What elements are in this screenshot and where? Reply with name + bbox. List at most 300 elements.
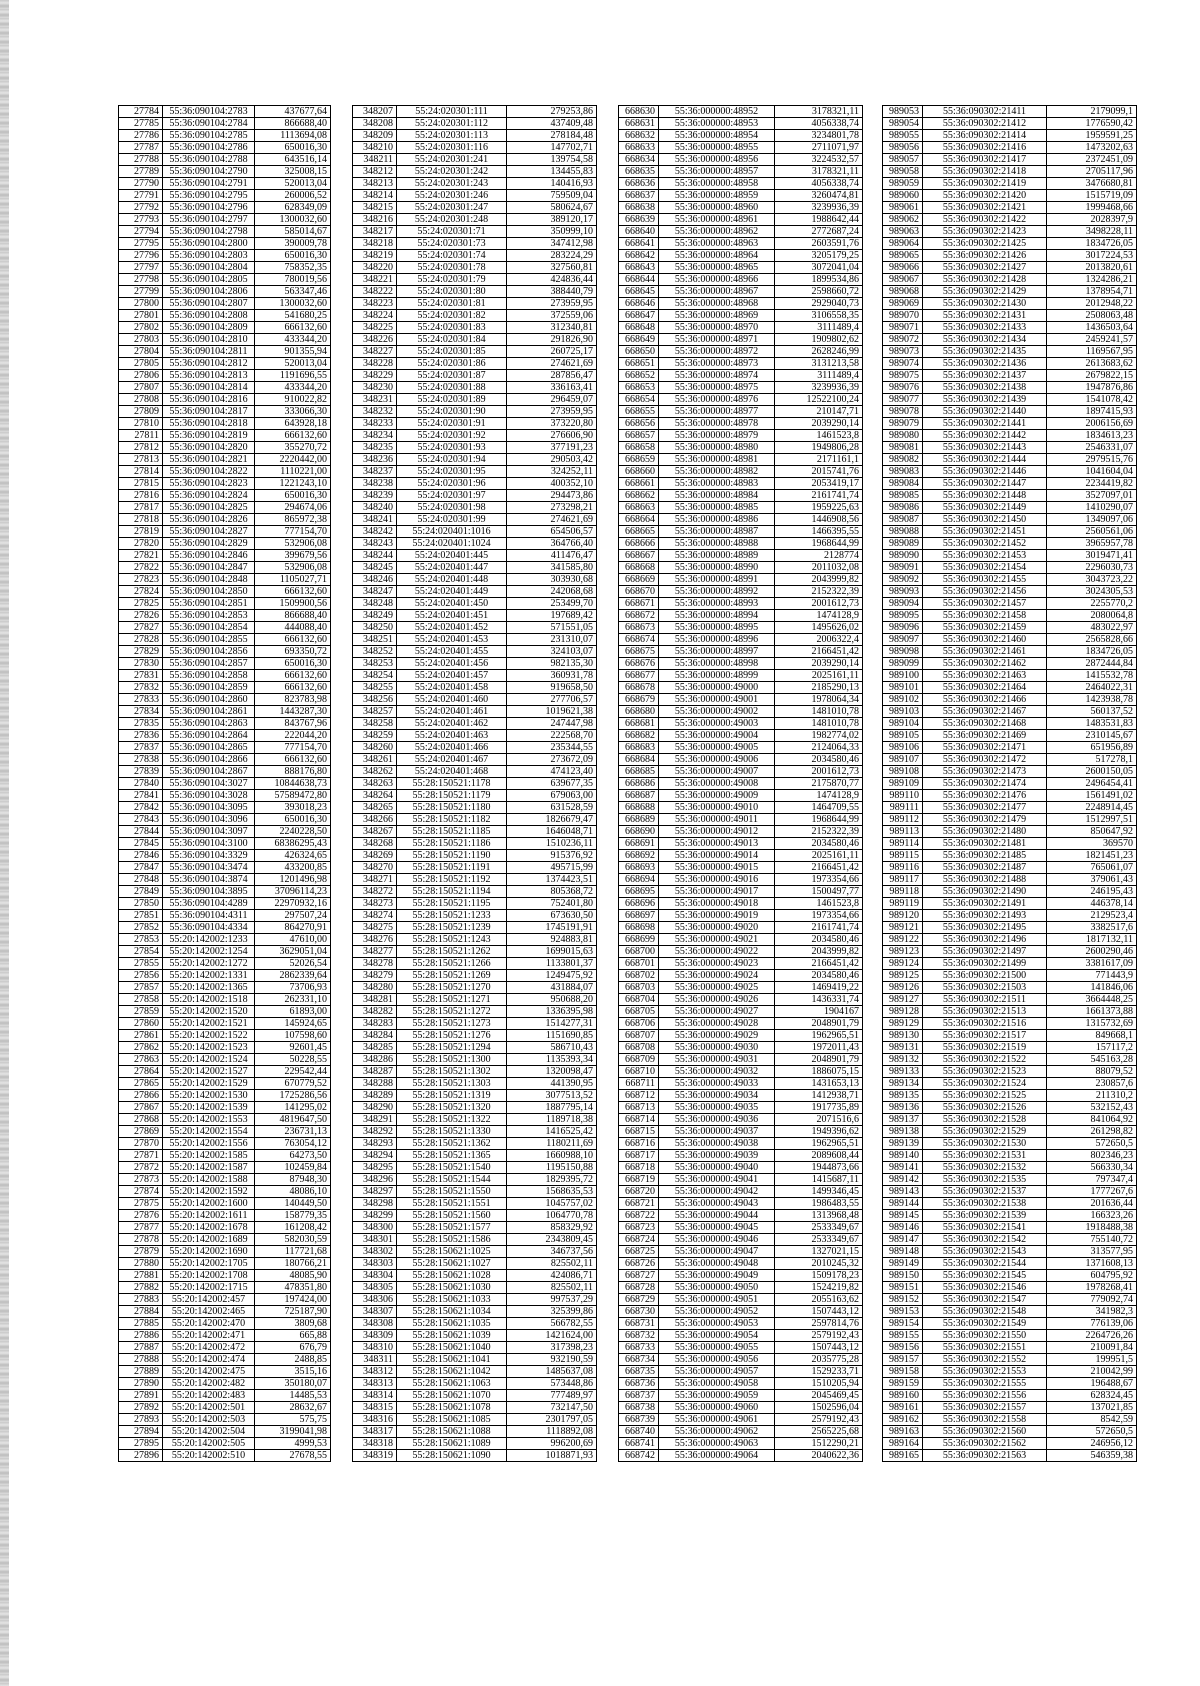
row-number-cell: 989158 bbox=[883, 1366, 923, 1378]
row-number-cell: 348221 bbox=[353, 274, 397, 286]
table-row bbox=[883, 418, 1137, 430]
cadastral-number-cell: 55:36:000000:48984 bbox=[659, 490, 775, 502]
cadastral-number-cell: 55:36:000000:49019 bbox=[659, 910, 775, 922]
table-row bbox=[619, 370, 863, 382]
row-number-cell: 668703 bbox=[619, 982, 659, 994]
cadastral-value-cell: 303930,68 bbox=[507, 574, 597, 586]
table-row bbox=[619, 862, 863, 874]
cadastral-value-cell: 3381617,09 bbox=[1047, 958, 1137, 970]
cadastral-value-cell: 117721,68 bbox=[255, 1246, 331, 1258]
cadastral-value-cell: 693350,72 bbox=[255, 646, 331, 658]
cadastral-number-cell: 55:36:090302:21503 bbox=[923, 982, 1047, 994]
row-number-cell: 668667 bbox=[619, 550, 659, 562]
cadastral-number-cell: 55:36:000000:49041 bbox=[659, 1174, 775, 1186]
cadastral-value-cell: 805368,72 bbox=[507, 886, 597, 898]
table-row bbox=[883, 1282, 1137, 1294]
cadastral-number-cell: 55:36:090302:21434 bbox=[923, 334, 1047, 346]
cadastral-value-cell: 763054,12 bbox=[255, 1138, 331, 1150]
table-row bbox=[883, 958, 1137, 970]
cadastral-value-cell: 996200,69 bbox=[507, 1438, 597, 1450]
cadastral-number-cell: 55:36:090302:21439 bbox=[923, 394, 1047, 406]
cadastral-number-cell: 55:36:090302:21455 bbox=[923, 574, 1047, 586]
row-number-cell: 668646 bbox=[619, 298, 659, 310]
table-row bbox=[353, 1390, 597, 1402]
cadastral-number-cell: 55:36:000000:49004 bbox=[659, 730, 775, 742]
row-number-cell: 27869 bbox=[119, 1126, 163, 1138]
table-row bbox=[883, 1018, 1137, 1030]
cadastral-value-cell: 1378954,71 bbox=[1047, 286, 1137, 298]
cadastral-value-cell: 1909802,62 bbox=[775, 334, 863, 346]
cadastral-value-cell: 3224532,57 bbox=[775, 154, 863, 166]
cadastral-number-cell: 55:20:142002:474 bbox=[163, 1354, 255, 1366]
cadastral-value-cell: 2862339,64 bbox=[255, 970, 331, 982]
cadastral-value-cell: 2255770,2 bbox=[1047, 598, 1137, 610]
table-row bbox=[883, 502, 1137, 514]
cadastral-value-cell: 1436503,64 bbox=[1047, 322, 1137, 334]
row-number-cell: 989064 bbox=[883, 238, 923, 250]
table-row bbox=[119, 1030, 331, 1042]
table-row bbox=[353, 1294, 597, 1306]
row-number-cell: 668742 bbox=[619, 1450, 659, 1462]
table-row bbox=[119, 1330, 331, 1342]
cadastral-number-cell: 55:24:020301:83 bbox=[397, 322, 507, 334]
table-row bbox=[353, 478, 597, 490]
table-row bbox=[353, 718, 597, 730]
cadastral-number-cell: 55:36:090302:21560 bbox=[923, 1426, 1047, 1438]
cadastral-value-cell: 901355,94 bbox=[255, 346, 331, 358]
cadastral-value-cell: 650016,30 bbox=[255, 814, 331, 826]
cadastral-value-cell: 2152322,39 bbox=[775, 586, 863, 598]
row-number-cell: 348213 bbox=[353, 178, 397, 190]
table-row bbox=[119, 1306, 331, 1318]
table-row bbox=[119, 1042, 331, 1054]
row-number-cell: 668655 bbox=[619, 406, 659, 418]
row-number-cell: 27854 bbox=[119, 946, 163, 958]
row-number-cell: 668740 bbox=[619, 1426, 659, 1438]
cadastral-value-cell: 2872444,84 bbox=[1047, 658, 1137, 670]
cadastral-number-cell: 55:36:090104:2806 bbox=[163, 286, 255, 298]
table-row bbox=[883, 334, 1137, 346]
cadastral-number-cell: 55:28:150621:1030 bbox=[397, 1282, 507, 1294]
row-number-cell: 989155 bbox=[883, 1330, 923, 1342]
cadastral-value-cell: 48086,10 bbox=[255, 1186, 331, 1198]
table-row bbox=[353, 550, 597, 562]
row-number-cell: 27801 bbox=[119, 310, 163, 322]
table-row bbox=[883, 1270, 1137, 1282]
cadastral-value-cell: 1118892,08 bbox=[507, 1426, 597, 1438]
cadastral-number-cell: 55:28:150521:1560 bbox=[397, 1210, 507, 1222]
table-row bbox=[883, 694, 1137, 706]
table-row bbox=[619, 718, 863, 730]
table-row bbox=[883, 1366, 1137, 1378]
cadastral-value-cell: 560137,52 bbox=[1047, 706, 1137, 718]
cadastral-value-cell: 666132,60 bbox=[255, 634, 331, 646]
cadastral-number-cell: 55:24:020401:462 bbox=[397, 718, 507, 730]
cadastral-value-cell: 2025161,11 bbox=[775, 850, 863, 862]
cadastral-number-cell: 55:36:090104:2822 bbox=[163, 466, 255, 478]
cadastral-value-cell: 1514277,31 bbox=[507, 1018, 597, 1030]
row-number-cell: 989153 bbox=[883, 1306, 923, 1318]
row-number-cell: 27784 bbox=[119, 106, 163, 118]
cadastral-value-cell: 273959,95 bbox=[507, 406, 597, 418]
cadastral-value-cell: 2248914,45 bbox=[1047, 802, 1137, 814]
table-row bbox=[883, 514, 1137, 526]
row-number-cell: 668668 bbox=[619, 562, 659, 574]
cadastral-value-cell: 2603591,76 bbox=[775, 238, 863, 250]
cadastral-value-cell: 777154,70 bbox=[255, 526, 331, 538]
row-number-cell: 989085 bbox=[883, 490, 923, 502]
table-row bbox=[119, 634, 331, 646]
cadastral-number-cell: 55:20:142002:475 bbox=[163, 1366, 255, 1378]
row-number-cell: 668648 bbox=[619, 322, 659, 334]
row-number-cell: 668690 bbox=[619, 826, 659, 838]
cadastral-value-cell: 14485,53 bbox=[255, 1390, 331, 1402]
cadastral-number-cell: 55:36:090302:21525 bbox=[923, 1090, 1047, 1102]
cadastral-value-cell: 566782,55 bbox=[507, 1318, 597, 1330]
cadastral-value-cell: 57589472,80 bbox=[255, 790, 331, 802]
row-number-cell: 989099 bbox=[883, 658, 923, 670]
table-row bbox=[883, 874, 1137, 886]
cadastral-value-cell: 643928,18 bbox=[255, 418, 331, 430]
cadastral-value-cell: 279253,86 bbox=[507, 106, 597, 118]
table-row bbox=[353, 922, 597, 934]
row-number-cell: 27804 bbox=[119, 346, 163, 358]
cadastral-number-cell: 55:28:150521:1362 bbox=[397, 1138, 507, 1150]
table-row bbox=[353, 214, 597, 226]
cadastral-number-cell: 55:36:000000:49034 bbox=[659, 1090, 775, 1102]
table-row bbox=[619, 118, 863, 130]
cadastral-number-cell: 55:36:000000:49028 bbox=[659, 1018, 775, 1030]
table-row bbox=[619, 682, 863, 694]
table-row bbox=[119, 454, 331, 466]
table-row bbox=[119, 298, 331, 310]
table-row bbox=[883, 778, 1137, 790]
table-row bbox=[119, 1270, 331, 1282]
table-row bbox=[353, 1282, 597, 1294]
row-number-cell: 989113 bbox=[883, 826, 923, 838]
cadastral-number-cell: 55:36:090302:21499 bbox=[923, 958, 1047, 970]
cadastral-number-cell: 55:36:090104:2848 bbox=[163, 574, 255, 586]
row-number-cell: 27817 bbox=[119, 502, 163, 514]
row-number-cell: 27872 bbox=[119, 1162, 163, 1174]
cadastral-number-cell: 55:36:000000:48993 bbox=[659, 598, 775, 610]
cadastral-value-cell: 520013,04 bbox=[255, 178, 331, 190]
cadastral-number-cell: 55:36:090302:21419 bbox=[923, 178, 1047, 190]
cadastral-value-cell: 1510205,94 bbox=[775, 1378, 863, 1390]
row-number-cell: 27805 bbox=[119, 358, 163, 370]
table-row bbox=[883, 466, 1137, 478]
row-number-cell: 668714 bbox=[619, 1114, 659, 1126]
cadastral-value-cell: 3019471,41 bbox=[1047, 550, 1137, 562]
row-number-cell: 668669 bbox=[619, 574, 659, 586]
row-number-cell: 348231 bbox=[353, 394, 397, 406]
cadastral-number-cell: 55:36:000000:49020 bbox=[659, 922, 775, 934]
cadastral-value-cell: 864270,91 bbox=[255, 922, 331, 934]
row-number-cell: 989147 bbox=[883, 1234, 923, 1246]
cadastral-value-cell: 2010245,32 bbox=[775, 1258, 863, 1270]
table-row bbox=[883, 358, 1137, 370]
cadastral-value-cell: 1474128,9 bbox=[775, 790, 863, 802]
row-number-cell: 348296 bbox=[353, 1174, 397, 1186]
cadastral-number-cell: 55:24:020301:243 bbox=[397, 178, 507, 190]
row-number-cell: 27851 bbox=[119, 910, 163, 922]
cadastral-number-cell: 55:24:020301:246 bbox=[397, 190, 507, 202]
cadastral-value-cell: 771443,9 bbox=[1047, 970, 1137, 982]
row-number-cell: 989124 bbox=[883, 958, 923, 970]
cadastral-number-cell: 55:36:090302:21555 bbox=[923, 1378, 1047, 1390]
cadastral-number-cell: 55:36:090302:21440 bbox=[923, 406, 1047, 418]
row-number-cell: 989139 bbox=[883, 1138, 923, 1150]
row-number-cell: 27881 bbox=[119, 1270, 163, 1282]
cadastral-number-cell: 55:20:142002:1690 bbox=[163, 1246, 255, 1258]
cadastral-value-cell: 2579192,43 bbox=[775, 1414, 863, 1426]
row-number-cell: 989065 bbox=[883, 250, 923, 262]
cadastral-number-cell: 55:36:000000:49014 bbox=[659, 850, 775, 862]
table-row bbox=[883, 1114, 1137, 1126]
cadastral-value-cell: 260725,17 bbox=[507, 346, 597, 358]
table-row bbox=[119, 1102, 331, 1114]
cadastral-value-cell: 134455,83 bbox=[507, 166, 597, 178]
table-row bbox=[353, 574, 597, 586]
cadastral-value-cell: 247447,98 bbox=[507, 718, 597, 730]
row-number-cell: 27789 bbox=[119, 166, 163, 178]
cadastral-number-cell: 55:36:090302:21469 bbox=[923, 730, 1047, 742]
table-row bbox=[119, 586, 331, 598]
row-number-cell: 668650 bbox=[619, 346, 659, 358]
cadastral-number-cell: 55:36:090302:21441 bbox=[923, 418, 1047, 430]
table-row bbox=[353, 202, 597, 214]
cadastral-value-cell: 1481010,78 bbox=[775, 706, 863, 718]
row-number-cell: 27848 bbox=[119, 874, 163, 886]
cadastral-value-cell: 2496454,41 bbox=[1047, 778, 1137, 790]
cadastral-value-cell: 364766,40 bbox=[507, 538, 597, 550]
row-number-cell: 27840 bbox=[119, 778, 163, 790]
cadastral-value-cell: 336163,41 bbox=[507, 382, 597, 394]
cadastral-number-cell: 55:28:150521:1272 bbox=[397, 1006, 507, 1018]
table-row bbox=[619, 1174, 863, 1186]
cadastral-number-cell: 55:36:000000:48981 bbox=[659, 454, 775, 466]
row-number-cell: 348317 bbox=[353, 1426, 397, 1438]
cadastral-number-cell: 55:36:090104:2817 bbox=[163, 406, 255, 418]
cadastral-number-cell: 55:24:020301:248 bbox=[397, 214, 507, 226]
cadastral-number-cell: 55:28:150521:1185 bbox=[397, 826, 507, 838]
table-row bbox=[619, 1294, 863, 1306]
cadastral-number-cell: 55:20:142002:1600 bbox=[163, 1198, 255, 1210]
table-row bbox=[619, 130, 863, 142]
cadastral-value-cell: 1777267,6 bbox=[1047, 1186, 1137, 1198]
table-row bbox=[353, 118, 597, 130]
table-row bbox=[619, 730, 863, 742]
table-row bbox=[883, 922, 1137, 934]
cadastral-number-cell: 55:20:142002:1520 bbox=[163, 1006, 255, 1018]
table-row bbox=[619, 286, 863, 298]
cadastral-number-cell: 55:24:020301:86 bbox=[397, 358, 507, 370]
table-row bbox=[619, 754, 863, 766]
cadastral-number-cell: 55:36:000000:48962 bbox=[659, 226, 775, 238]
row-number-cell: 27891 bbox=[119, 1390, 163, 1402]
table-row bbox=[883, 646, 1137, 658]
cadastral-value-cell: 3527097,01 bbox=[1047, 490, 1137, 502]
cadastral-number-cell: 55:20:142002:482 bbox=[163, 1378, 255, 1390]
cadastral-value-cell: 2129523,4 bbox=[1047, 910, 1137, 922]
table-row bbox=[119, 406, 331, 418]
row-number-cell: 27822 bbox=[119, 562, 163, 574]
table-row bbox=[619, 202, 863, 214]
table-row bbox=[619, 766, 863, 778]
table-row bbox=[353, 778, 597, 790]
cadastral-value-cell: 229542,44 bbox=[255, 1066, 331, 1078]
row-number-cell: 989088 bbox=[883, 526, 923, 538]
table-row bbox=[119, 598, 331, 610]
row-number-cell: 348226 bbox=[353, 334, 397, 346]
cadastral-value-cell: 261298,82 bbox=[1047, 1126, 1137, 1138]
row-number-cell: 668720 bbox=[619, 1186, 659, 1198]
row-number-cell: 348310 bbox=[353, 1342, 397, 1354]
cadastral-value-cell: 1464709,55 bbox=[775, 802, 863, 814]
cadastral-value-cell: 8542,59 bbox=[1047, 1414, 1137, 1426]
table-row bbox=[883, 562, 1137, 574]
table-row bbox=[119, 1438, 331, 1450]
row-number-cell: 27890 bbox=[119, 1378, 163, 1390]
row-number-cell: 27828 bbox=[119, 634, 163, 646]
cadastral-number-cell: 55:36:090104:2855 bbox=[163, 634, 255, 646]
table-row bbox=[353, 442, 597, 454]
table-row bbox=[619, 886, 863, 898]
cadastral-number-cell: 55:36:000000:49035 bbox=[659, 1102, 775, 1114]
cadastral-value-cell: 758352,35 bbox=[255, 262, 331, 274]
row-number-cell: 27798 bbox=[119, 274, 163, 286]
table-row bbox=[883, 1258, 1137, 1270]
row-number-cell: 27808 bbox=[119, 394, 163, 406]
cadastral-number-cell: 55:36:090302:21476 bbox=[923, 790, 1047, 802]
cadastral-number-cell: 55:36:090302:21497 bbox=[923, 946, 1047, 958]
row-number-cell: 668741 bbox=[619, 1438, 659, 1450]
table-row bbox=[619, 814, 863, 826]
table-row bbox=[883, 586, 1137, 598]
table-row bbox=[883, 574, 1137, 586]
row-number-cell: 348210 bbox=[353, 142, 397, 154]
row-number-cell: 668704 bbox=[619, 994, 659, 1006]
row-number-cell: 668688 bbox=[619, 802, 659, 814]
table-row bbox=[619, 334, 863, 346]
table-row bbox=[619, 346, 863, 358]
row-number-cell: 348271 bbox=[353, 874, 397, 886]
cadastral-number-cell: 55:36:090302:21491 bbox=[923, 898, 1047, 910]
cadastral-value-cell: 2034580,46 bbox=[775, 934, 863, 946]
cadastral-number-cell: 55:20:142002:1530 bbox=[163, 1090, 255, 1102]
cadastral-value-cell: 1917735,89 bbox=[775, 1102, 863, 1114]
row-number-cell: 27849 bbox=[119, 886, 163, 898]
table-row bbox=[119, 850, 331, 862]
cadastral-number-cell: 55:36:090302:21481 bbox=[923, 838, 1047, 850]
table-row bbox=[883, 442, 1137, 454]
row-number-cell: 348315 bbox=[353, 1402, 397, 1414]
row-number-cell: 989089 bbox=[883, 538, 923, 550]
cadastral-number-cell: 55:36:090104:3895 bbox=[163, 886, 255, 898]
cadastral-value-cell: 50228,55 bbox=[255, 1054, 331, 1066]
cadastral-value-cell: 10844638,73 bbox=[255, 778, 331, 790]
table-row bbox=[619, 466, 863, 478]
cadastral-number-cell: 55:20:142002:1272 bbox=[163, 958, 255, 970]
row-number-cell: 348251 bbox=[353, 634, 397, 646]
cadastral-number-cell: 55:24:020301:80 bbox=[397, 286, 507, 298]
cadastral-number-cell: 55:24:020401:461 bbox=[397, 706, 507, 718]
cadastral-number-cell: 55:36:090104:3100 bbox=[163, 838, 255, 850]
row-number-cell: 27795 bbox=[119, 238, 163, 250]
cadastral-value-cell: 3664448,25 bbox=[1047, 994, 1137, 1006]
cadastral-number-cell: 55:36:000000:49053 bbox=[659, 1318, 775, 1330]
table-row bbox=[619, 634, 863, 646]
row-number-cell: 989145 bbox=[883, 1210, 923, 1222]
cadastral-number-cell: 55:24:020401:449 bbox=[397, 586, 507, 598]
cadastral-value-cell: 327560,81 bbox=[507, 262, 597, 274]
cadastral-number-cell: 55:36:090302:21462 bbox=[923, 658, 1047, 670]
row-number-cell: 668634 bbox=[619, 154, 659, 166]
row-number-cell: 668697 bbox=[619, 910, 659, 922]
cadastral-number-cell: 55:36:090302:21426 bbox=[923, 250, 1047, 262]
cadastral-value-cell: 1646048,71 bbox=[507, 826, 597, 838]
cadastral-value-cell: 1944873,66 bbox=[775, 1162, 863, 1174]
table-row bbox=[883, 1198, 1137, 1210]
cadastral-number-cell: 55:24:020401:1024 bbox=[397, 538, 507, 550]
cadastral-number-cell: 55:36:090302:21529 bbox=[923, 1126, 1047, 1138]
table-row bbox=[619, 142, 863, 154]
table-row bbox=[619, 610, 863, 622]
row-number-cell: 27832 bbox=[119, 682, 163, 694]
cadastral-value-cell: 2613683,62 bbox=[1047, 358, 1137, 370]
cadastral-number-cell: 55:24:020401:466 bbox=[397, 742, 507, 754]
cadastral-value-cell: 2488,85 bbox=[255, 1354, 331, 1366]
table-row bbox=[119, 1138, 331, 1150]
table-row bbox=[883, 1090, 1137, 1102]
cadastral-number-cell: 55:36:090302:21450 bbox=[923, 514, 1047, 526]
table-row bbox=[353, 598, 597, 610]
row-number-cell: 668705 bbox=[619, 1006, 659, 1018]
row-number-cell: 27879 bbox=[119, 1246, 163, 1258]
row-number-cell: 989160 bbox=[883, 1390, 923, 1402]
cadastral-number-cell: 55:36:090302:21542 bbox=[923, 1234, 1047, 1246]
table-row bbox=[619, 1198, 863, 1210]
table-row bbox=[883, 1066, 1137, 1078]
cadastral-number-cell: 55:20:142002:1522 bbox=[163, 1030, 255, 1042]
cadastral-value-cell: 1461523,8 bbox=[775, 898, 863, 910]
cadastral-value-cell: 3111489,4 bbox=[775, 322, 863, 334]
row-number-cell: 989152 bbox=[883, 1294, 923, 1306]
cadastral-value-cell: 1110221,00 bbox=[255, 466, 331, 478]
cadastral-value-cell: 291826,90 bbox=[507, 334, 597, 346]
cadastral-number-cell: 55:28:150521:1276 bbox=[397, 1030, 507, 1042]
cadastral-value-cell: 341982,3 bbox=[1047, 1306, 1137, 1318]
cadastral-value-cell: 3043723,22 bbox=[1047, 574, 1137, 586]
row-number-cell: 989080 bbox=[883, 430, 923, 442]
cadastral-value-cell: 888176,80 bbox=[255, 766, 331, 778]
row-number-cell: 27787 bbox=[119, 142, 163, 154]
cadastral-number-cell: 55:36:090302:21558 bbox=[923, 1414, 1047, 1426]
cadastral-value-cell: 932190,59 bbox=[507, 1354, 597, 1366]
cadastral-value-cell: 2598660,72 bbox=[775, 286, 863, 298]
table-row bbox=[119, 610, 331, 622]
cadastral-value-cell: 1443287,30 bbox=[255, 706, 331, 718]
cadastral-value-cell: 297507,24 bbox=[255, 910, 331, 922]
cadastral-number-cell: 55:24:020301:93 bbox=[397, 442, 507, 454]
cadastral-number-cell: 55:36:000000:48977 bbox=[659, 406, 775, 418]
cadastral-number-cell: 55:36:000000:49013 bbox=[659, 838, 775, 850]
cadastral-number-cell: 55:36:000000:49039 bbox=[659, 1150, 775, 1162]
table-row bbox=[353, 1054, 597, 1066]
cadastral-value-cell: 566330,34 bbox=[1047, 1162, 1137, 1174]
row-number-cell: 989062 bbox=[883, 214, 923, 226]
row-number-cell: 668676 bbox=[619, 658, 659, 670]
